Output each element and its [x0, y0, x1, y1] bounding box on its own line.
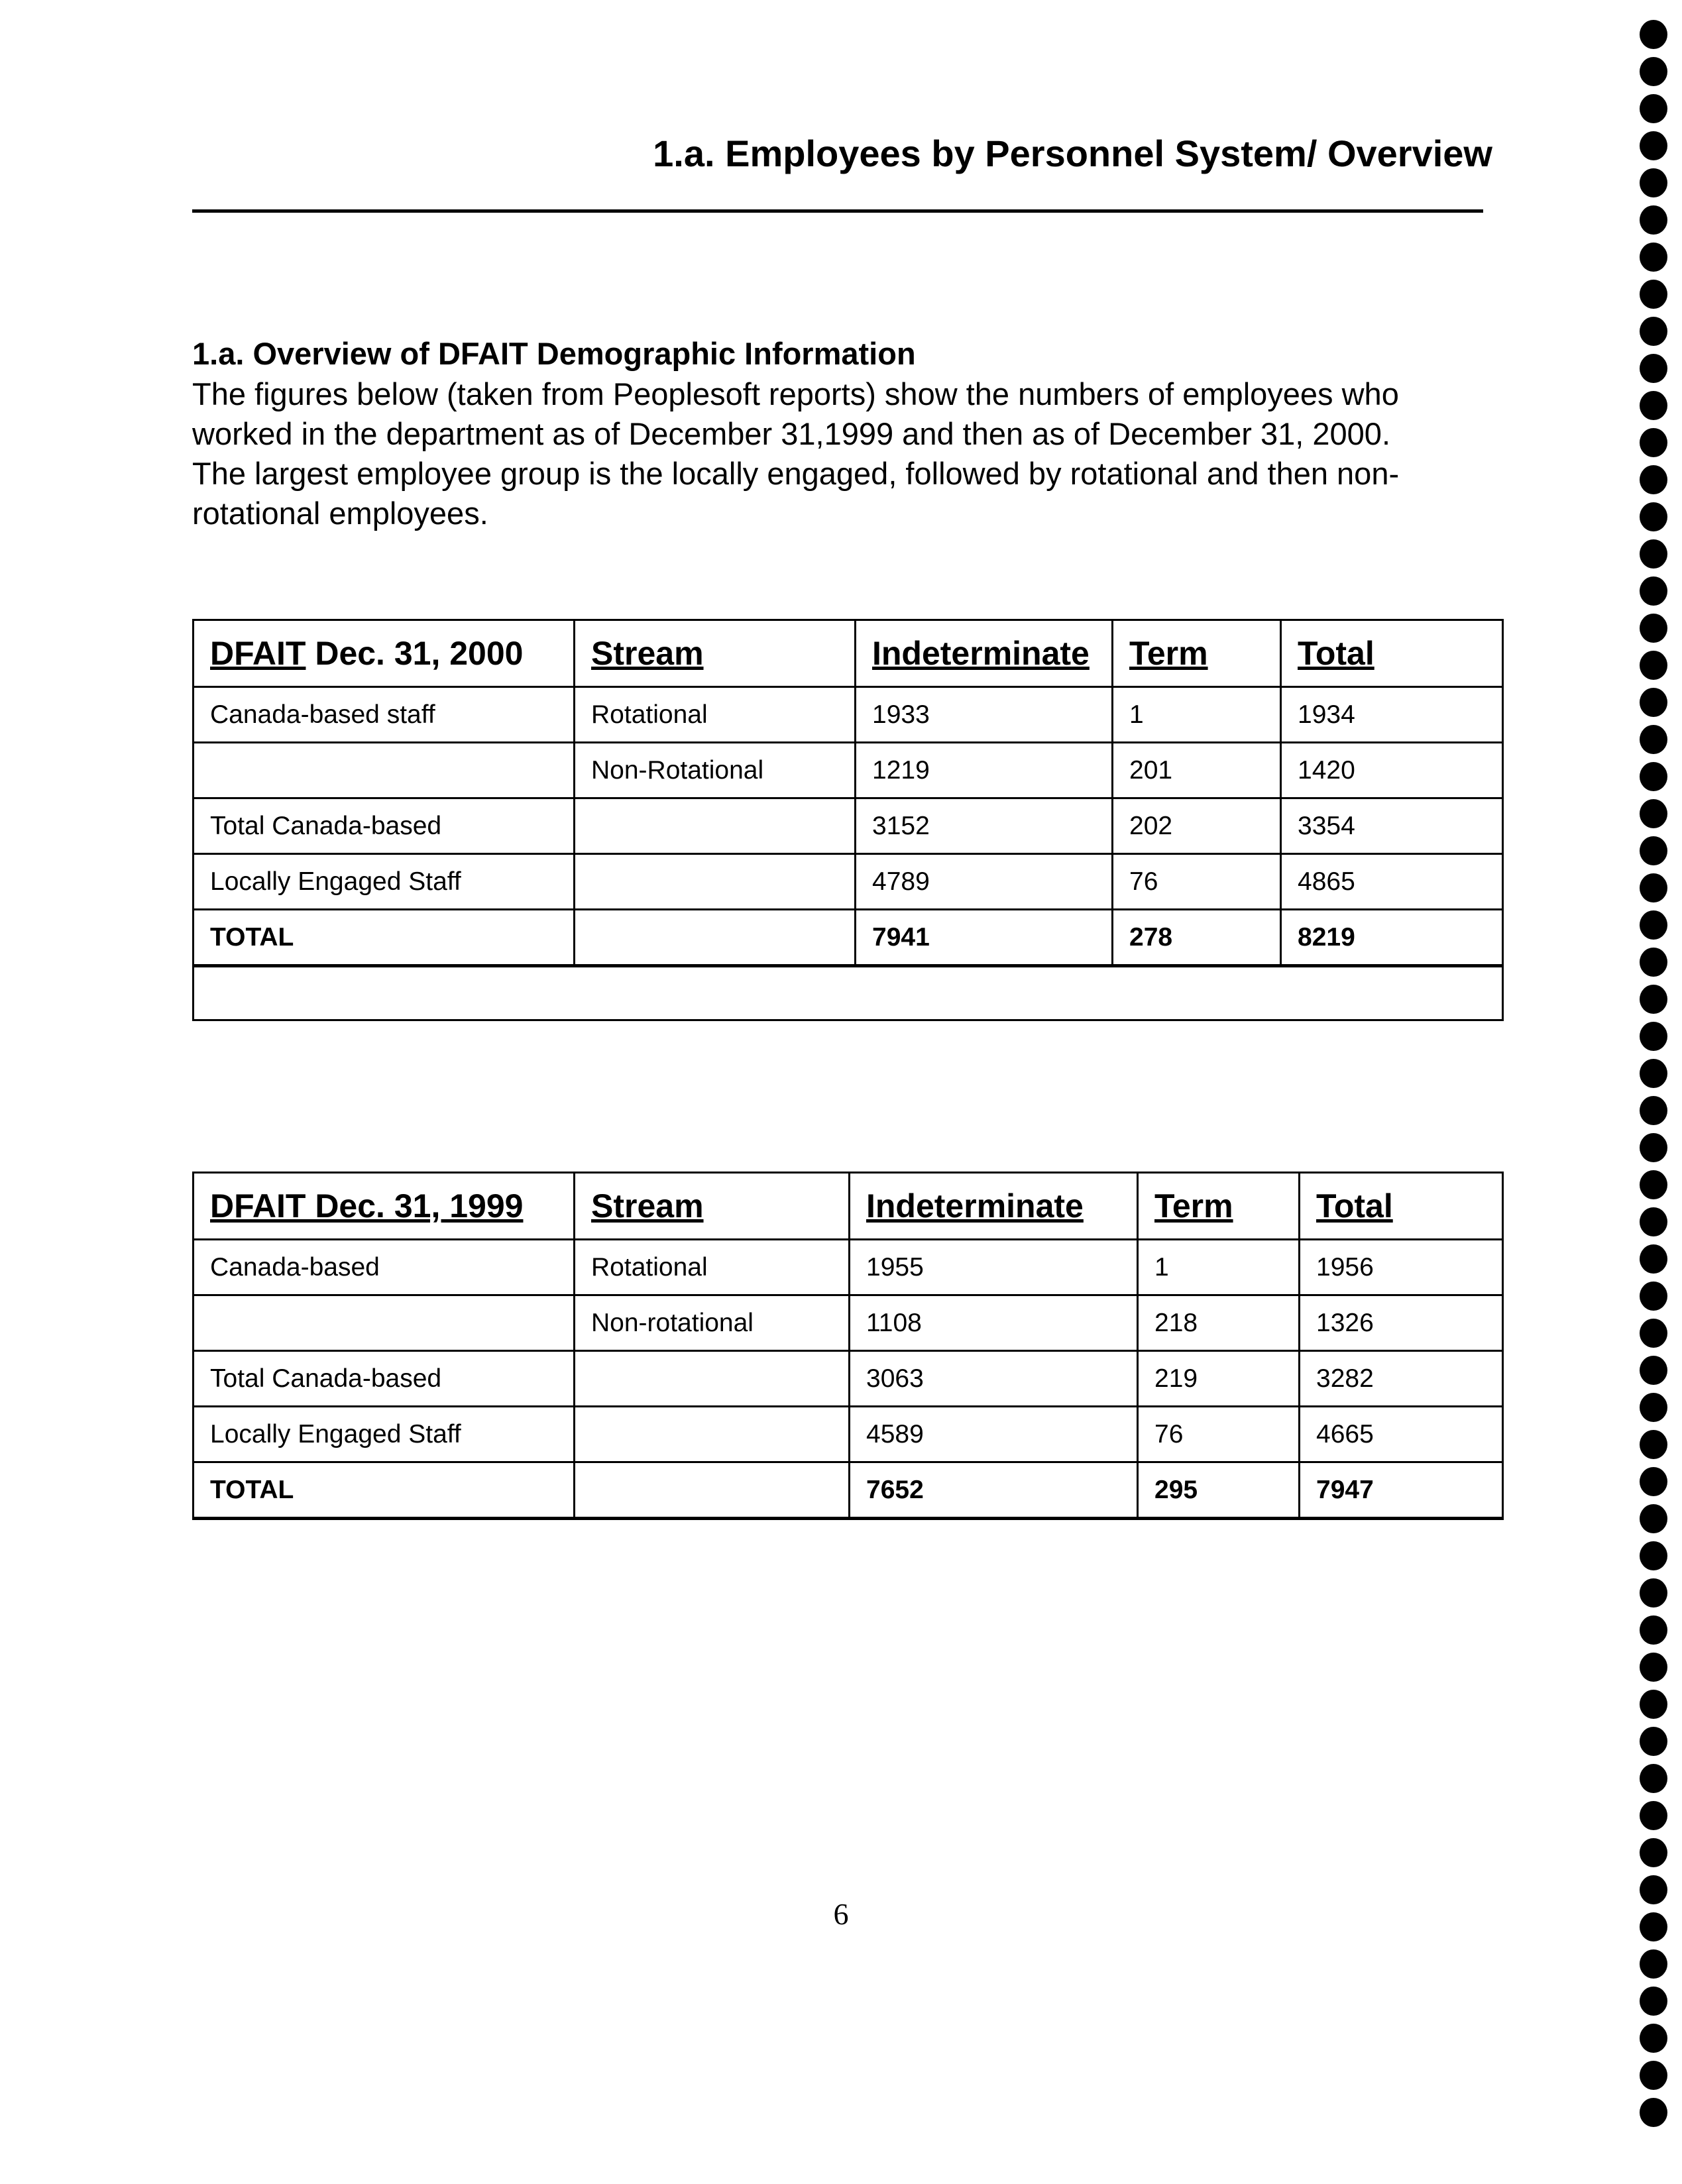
- table-total-row: [194, 1462, 1503, 1519]
- binding-hole: [1640, 725, 1667, 754]
- binding-hole: [1640, 799, 1667, 828]
- indeterminate-cell: 1955: [850, 1240, 1138, 1295]
- stream-cell: [575, 798, 856, 854]
- stream-cell: [575, 1462, 850, 1519]
- indeterminate-cell: 4789: [856, 854, 1113, 910]
- table-row: [194, 1240, 1503, 1295]
- term-cell: 278: [1113, 910, 1281, 966]
- total-cell: 1956: [1300, 1240, 1503, 1295]
- binding-hole: [1640, 1615, 1667, 1645]
- binding-hole: [1640, 1912, 1667, 1941]
- binding-hole: [1640, 836, 1667, 865]
- binding-hole: [1640, 1578, 1667, 1608]
- spiral-binding-holes: [1640, 20, 1673, 2180]
- binding-hole: [1640, 910, 1667, 940]
- binding-hole: [1640, 1356, 1667, 1385]
- binding-hole: [1640, 1059, 1667, 1088]
- intro-line: The largest employee group is the locally engaged, followed by rotational and then non-: [192, 456, 1400, 491]
- header-indeterminate: Indeterminate: [850, 1173, 1138, 1240]
- total-cell: 1934: [1281, 687, 1503, 743]
- binding-hole: [1640, 20, 1667, 49]
- binding-hole: [1640, 1838, 1667, 1867]
- binding-hole: [1640, 1727, 1667, 1756]
- binding-hole: [1640, 948, 1667, 977]
- binding-hole: [1640, 1022, 1667, 1051]
- total-cell: 3282: [1300, 1351, 1503, 1407]
- table-row: [194, 1295, 1503, 1351]
- stream-cell: [575, 1351, 850, 1407]
- header-stream: Stream: [575, 620, 856, 687]
- header-term: Term: [1138, 1173, 1300, 1240]
- binding-hole: [1640, 1467, 1667, 1496]
- term-cell: 202: [1113, 798, 1281, 854]
- header-stream: Stream: [575, 1173, 850, 1240]
- total-cell: 1420: [1281, 743, 1503, 798]
- binding-hole: [1640, 1244, 1667, 1274]
- stream-cell: Rotational: [575, 687, 856, 743]
- binding-hole: [1640, 428, 1667, 457]
- category-cell: [194, 743, 575, 798]
- binding-hole: [1640, 1207, 1667, 1236]
- intro-line: rotational employees.: [192, 496, 488, 531]
- category-cell: Total Canada-based: [194, 798, 575, 854]
- header-divider: [192, 209, 1483, 213]
- binding-hole: [1640, 539, 1667, 569]
- binding-hole: [1640, 205, 1667, 235]
- table-empty-row: [194, 966, 1503, 1020]
- category-cell: Canada-based: [194, 1240, 575, 1295]
- indeterminate-cell: 4589: [850, 1407, 1138, 1462]
- term-cell: 295: [1138, 1462, 1300, 1519]
- term-cell: 219: [1138, 1351, 1300, 1407]
- category-cell: Locally Engaged Staff: [194, 854, 575, 910]
- header-indeterminate: Indeterminate: [856, 620, 1113, 687]
- indeterminate-cell: 7652: [850, 1462, 1138, 1519]
- employees-table-2000: [192, 619, 1504, 1021]
- binding-hole: [1640, 57, 1667, 86]
- stream-cell: [575, 854, 856, 910]
- stream-cell: [575, 910, 856, 966]
- binding-hole: [1640, 985, 1667, 1014]
- intro-line: The figures below (taken from Peoplesoft reports) show the numbers of employees who: [192, 376, 1399, 411]
- binding-hole: [1640, 280, 1667, 309]
- binding-hole: [1640, 502, 1667, 531]
- binding-hole: [1640, 1504, 1667, 1533]
- binding-hole: [1640, 1133, 1667, 1162]
- indeterminate-cell: 3152: [856, 798, 1113, 854]
- binding-hole: [1640, 94, 1667, 123]
- header-title-cell: DFAIT Dec. 31, 1999: [194, 1173, 575, 1240]
- empty-cell: [194, 966, 1503, 1020]
- binding-hole: [1640, 391, 1667, 420]
- binding-hole: [1640, 1319, 1667, 1348]
- table-row: [194, 1351, 1503, 1407]
- category-cell: TOTAL: [194, 1462, 575, 1519]
- category-cell: Canada-based staff: [194, 687, 575, 743]
- binding-hole: [1640, 243, 1667, 272]
- indeterminate-cell: 1108: [850, 1295, 1138, 1351]
- binding-hole: [1640, 131, 1667, 160]
- total-cell: 4865: [1281, 854, 1503, 910]
- binding-hole: [1640, 1949, 1667, 1979]
- section-title: 1.a. Overview of DFAIT Demographic Information: [192, 336, 916, 371]
- stream-cell: Non-Rotational: [575, 743, 856, 798]
- binding-hole: [1640, 168, 1667, 197]
- indeterminate-cell: 1933: [856, 687, 1113, 743]
- total-cell: 8219: [1281, 910, 1503, 966]
- table-row: [194, 798, 1503, 854]
- indeterminate-cell: 3063: [850, 1351, 1138, 1407]
- header-org: DFAIT: [210, 635, 306, 672]
- header-title-cell: [194, 620, 575, 687]
- binding-hole: [1640, 465, 1667, 494]
- table-header-row: [194, 1173, 1503, 1240]
- stream-cell: Rotational: [575, 1240, 850, 1295]
- binding-hole: [1640, 1096, 1667, 1125]
- binding-hole: [1640, 614, 1667, 643]
- table-row: [194, 687, 1503, 743]
- binding-hole: [1640, 1875, 1667, 1904]
- table-row: [194, 1407, 1503, 1462]
- header-term: Term: [1113, 620, 1281, 687]
- indeterminate-cell: 1219: [856, 743, 1113, 798]
- employees-table-1999: [192, 1172, 1504, 1520]
- category-cell: TOTAL: [194, 910, 575, 966]
- header-date: Dec. 31, 2000: [306, 635, 524, 672]
- term-cell: 1: [1138, 1240, 1300, 1295]
- binding-hole: [1640, 317, 1667, 346]
- stream-cell: [575, 1407, 850, 1462]
- total-cell: 7947: [1300, 1462, 1503, 1519]
- category-cell: Locally Engaged Staff: [194, 1407, 575, 1462]
- binding-hole: [1640, 1430, 1667, 1459]
- binding-hole: [1640, 1393, 1667, 1422]
- binding-hole: [1640, 354, 1667, 383]
- category-cell: Total Canada-based: [194, 1351, 575, 1407]
- binding-hole: [1640, 1541, 1667, 1570]
- table-total-row: [194, 910, 1503, 966]
- total-cell: 1326: [1300, 1295, 1503, 1351]
- table-row: [194, 854, 1503, 910]
- binding-hole: [1640, 1170, 1667, 1199]
- binding-hole: [1640, 1801, 1667, 1830]
- binding-hole: [1640, 1282, 1667, 1311]
- total-cell: 4665: [1300, 1407, 1503, 1462]
- category-cell: [194, 1295, 575, 1351]
- term-cell: 76: [1138, 1407, 1300, 1462]
- binding-hole: [1640, 576, 1667, 606]
- page-number: 6: [833, 1897, 849, 1931]
- binding-hole: [1640, 2098, 1667, 2127]
- indeterminate-cell: 7941: [856, 910, 1113, 966]
- binding-hole: [1640, 651, 1667, 680]
- table-header-row: [194, 620, 1503, 687]
- binding-hole: [1640, 873, 1667, 902]
- binding-hole: [1640, 1764, 1667, 1793]
- binding-hole: [1640, 1653, 1667, 1682]
- term-cell: 218: [1138, 1295, 1300, 1351]
- term-cell: 201: [1113, 743, 1281, 798]
- term-cell: 76: [1113, 854, 1281, 910]
- binding-hole: [1640, 1987, 1667, 2016]
- header-total: Total: [1300, 1173, 1503, 1240]
- binding-hole: [1640, 762, 1667, 791]
- binding-hole: [1640, 2024, 1667, 2053]
- page-header-title: 1.a. Employees by Personnel System/ Overview: [653, 133, 1492, 174]
- term-cell: 1: [1113, 687, 1281, 743]
- binding-hole: [1640, 2061, 1667, 2090]
- binding-hole: [1640, 688, 1667, 717]
- stream-cell: Non-rotational: [575, 1295, 850, 1351]
- header-total: Total: [1281, 620, 1503, 687]
- intro-line: worked in the department as of December 31,1999 and then as of December 31, 2000.: [192, 416, 1391, 451]
- table-row: [194, 743, 1503, 798]
- binding-hole: [1640, 1690, 1667, 1719]
- total-cell: 3354: [1281, 798, 1503, 854]
- intro-paragraph: [192, 374, 1504, 533]
